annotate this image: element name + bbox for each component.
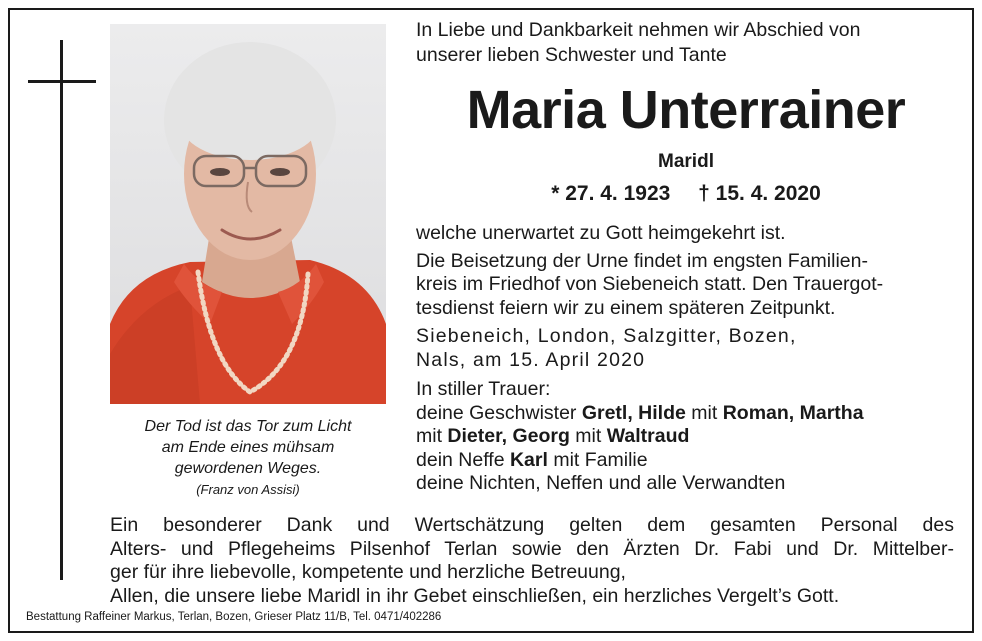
quote-line: am Ende eines mühsam xyxy=(161,439,335,456)
returned-text: welche unerwartet zu Gott heimgekehrt ist. xyxy=(416,222,786,244)
mourners-text: mit xyxy=(685,401,723,424)
quote-line: gewordenen Weges. xyxy=(174,460,322,477)
funeral-home-footer: Bestattung Raffeiner Markus, Terlan, Bozen, Grieser Platz 11/B, Tel. 0471/402286 xyxy=(26,611,442,623)
places-line: Siebeneich, London, Salzgitter, Bozen, xyxy=(416,325,797,347)
thanks-line: Alters- und Pflegeheims Pilsenhof Terlan sowie den Ärzten Dr. Fabi und Dr. Mittelber- xyxy=(110,537,954,560)
mourner-names: Gretl, Hilde xyxy=(581,401,686,424)
death-date: † 15. 4. 2020 xyxy=(698,182,821,205)
quote-source: (Franz von Assisi) xyxy=(196,482,300,497)
mourners-line xyxy=(416,449,972,473)
life-dates xyxy=(400,181,972,207)
mourners-list xyxy=(416,378,972,496)
intro-line: unserer lieben Schwester und Tante xyxy=(416,44,727,66)
places-line: Nals, am 15. April 2020 xyxy=(416,348,646,371)
mourners-text: mit xyxy=(569,425,607,447)
thanks-line: Allen, die unsere liebe Maridl in ihr Gebet einschließen, ein herzliches Vergelt’s Gott. xyxy=(110,584,840,607)
mourner-names: Karl xyxy=(509,448,548,471)
mourners-text: dein Neffe xyxy=(416,448,510,471)
mourner-names: Waltraud xyxy=(606,425,690,447)
intro-text xyxy=(416,18,976,68)
thanks-line: Ein besonderer Dank und Wertschätzung gelten dem gesamten Personal des xyxy=(110,514,954,536)
quote-line: Der Tod ist das Tor zum Licht xyxy=(144,418,352,435)
burial-line: Die Beisetzung der Urne findet im engsten Familien- xyxy=(416,249,868,272)
place-date-paragraph xyxy=(416,325,972,372)
mourners-line xyxy=(416,425,972,449)
cross-horizontal-bar xyxy=(28,80,96,83)
mourners-line: deine Nichten, Neffen und alle Verwandten xyxy=(416,472,786,494)
thanks-line: ger für ihre liebevolle, kompetente und herzliche Betreuung, xyxy=(110,561,626,583)
deceased-name: Maria Unterrainer xyxy=(466,80,906,140)
thanks-paragraph xyxy=(110,514,954,608)
deceased-nickname: Maridl xyxy=(658,151,714,172)
mourner-names: Dieter, Georg xyxy=(447,425,570,447)
intro-line: In Liebe und Dankbarkeit nehmen wir Abschied von xyxy=(416,19,861,41)
burial-line: kreis im Friedhof von Siebeneich statt. Den Trauergot- xyxy=(416,273,884,295)
portrait-illustration xyxy=(110,24,386,404)
cross-vertical-bar xyxy=(60,40,63,580)
burial-line: tesdienst feiern wir zu einem späteren Zeitpunkt. xyxy=(416,296,836,319)
mourners-text: deine Geschwister xyxy=(416,401,582,424)
mourners-text: mit xyxy=(416,425,448,447)
mourners-heading: In stiller Trauer: xyxy=(416,378,551,400)
burial-paragraph xyxy=(416,250,972,321)
mourners-text: mit Familie xyxy=(547,448,648,471)
mourners-line xyxy=(416,402,972,426)
portrait-photo xyxy=(110,24,386,404)
mourner-names: Roman, Martha xyxy=(722,401,864,424)
quote-block xyxy=(100,416,396,501)
birth-date: * 27. 4. 1923 xyxy=(551,182,671,205)
notice-body xyxy=(416,222,972,496)
